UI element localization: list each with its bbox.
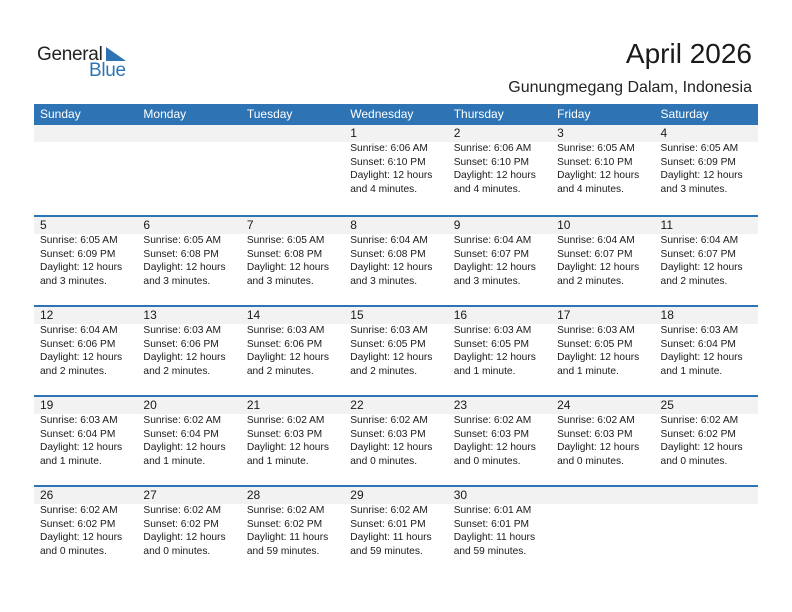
day-cell (137, 307, 240, 378)
day-cell (241, 125, 344, 196)
sunrise-text: Sunrise: 6:06 AM (453, 143, 532, 154)
daylight-minutes-text: and 2 minutes. (40, 365, 107, 377)
sunset-text: Sunset: 6:03 PM (557, 428, 633, 440)
daylight-hours-text: Daylight: 12 hours (246, 352, 329, 363)
day-number: 24 (557, 398, 571, 412)
week-row (34, 125, 758, 215)
sunset-text: Sunset: 6:06 PM (143, 338, 219, 350)
day-cell (137, 397, 240, 468)
day-number: 7 (246, 218, 254, 232)
day-cell (655, 125, 758, 196)
daylight-minutes-text: and 1 minute. (143, 455, 206, 467)
day-cell (344, 397, 447, 468)
daylight-hours-text: Daylight: 12 hours (246, 262, 329, 273)
week-row (34, 305, 758, 395)
day-number: 25 (660, 398, 674, 412)
daylight-minutes-text: and 4 minutes. (557, 183, 624, 195)
sunset-text: Sunset: 6:03 PM (246, 428, 323, 440)
day-cell (34, 217, 137, 288)
sunrise-text: Sunrise: 6:03 AM (557, 325, 635, 336)
location-subtitle: Gunungmegang Dalam, Indonesia (508, 79, 752, 96)
sunrise-text: Sunrise: 6:03 AM (660, 325, 739, 336)
daylight-hours-text: Daylight: 12 hours (40, 532, 123, 543)
day-cell (448, 125, 551, 196)
day-number: 22 (350, 398, 364, 412)
daylight-minutes-text: and 1 minute. (557, 365, 619, 377)
daylight-hours-text: Daylight: 12 hours (143, 262, 226, 273)
daylight-hours-text: Daylight: 12 hours (453, 170, 536, 181)
daylight-hours-text: Daylight: 12 hours (350, 352, 433, 363)
weekday-monday: Monday (143, 107, 187, 121)
day-number: 17 (557, 308, 571, 322)
sunset-text: Sunset: 6:09 PM (660, 156, 736, 168)
sunset-text: Sunset: 6:02 PM (143, 518, 219, 530)
day-cell (241, 487, 344, 558)
sunset-text: Sunset: 6:05 PM (453, 338, 530, 350)
sunrise-text: Sunrise: 6:03 AM (246, 325, 325, 336)
day-number: 19 (40, 398, 54, 412)
daylight-minutes-text: and 1 minute. (660, 365, 723, 377)
sunrise-text: Sunrise: 6:02 AM (350, 505, 428, 516)
day-number: 20 (143, 398, 157, 412)
sunset-text: Sunset: 6:07 PM (557, 248, 633, 260)
day-cell (655, 217, 758, 288)
daylight-minutes-text: and 1 minute. (40, 455, 102, 467)
day-cell (448, 217, 551, 288)
sunrise-text: Sunrise: 6:02 AM (246, 415, 325, 426)
sunset-text: Sunset: 6:07 PM (660, 248, 736, 260)
day-cell (137, 125, 240, 196)
sunrise-text: Sunrise: 6:02 AM (453, 415, 532, 426)
sunrise-text: Sunrise: 6:05 AM (557, 143, 635, 154)
sunset-text: Sunset: 6:02 PM (246, 518, 323, 530)
daylight-minutes-text: and 59 minutes. (453, 545, 527, 557)
daylight-hours-text: Daylight: 11 hours (453, 532, 536, 543)
daylight-minutes-text: and 2 minutes. (350, 365, 418, 377)
sunrise-text: Sunrise: 6:03 AM (40, 415, 118, 426)
sunset-text: Sunset: 6:03 PM (453, 428, 530, 440)
week-cells (34, 307, 758, 378)
day-number: 28 (246, 488, 261, 502)
sunset-text: Sunset: 6:04 PM (143, 428, 219, 440)
daylight-minutes-text: and 2 minutes. (557, 275, 624, 287)
week-row (34, 485, 758, 575)
daylight-hours-text: Daylight: 12 hours (557, 442, 640, 453)
day-number (40, 125, 137, 142)
day-number: 12 (40, 308, 54, 322)
weekday-sunday: Sunday (40, 107, 81, 121)
daylight-minutes-text: and 0 minutes. (660, 455, 728, 467)
sunrise-text: Sunrise: 6:03 AM (453, 325, 532, 336)
daylight-minutes-text: and 0 minutes. (350, 455, 418, 467)
sunrise-text: Sunrise: 6:04 AM (453, 235, 532, 246)
sunrise-text: Sunrise: 6:03 AM (143, 325, 222, 336)
day-number: 4 (660, 126, 668, 140)
day-cell (448, 397, 551, 468)
day-number: 15 (350, 308, 364, 322)
daylight-minutes-text: and 1 minute. (246, 455, 309, 467)
daylight-hours-text: Daylight: 11 hours (350, 532, 432, 543)
daylight-hours-text: Daylight: 12 hours (350, 170, 433, 181)
sunrise-text: Sunrise: 6:02 AM (143, 415, 222, 426)
sunrise-text: Sunrise: 6:04 AM (557, 235, 635, 246)
logo-word-general: General (37, 44, 103, 65)
daylight-minutes-text: and 0 minutes. (40, 545, 107, 557)
sunset-text: Sunset: 6:03 PM (350, 428, 426, 440)
day-cell (344, 217, 447, 288)
day-number: 13 (143, 308, 157, 322)
week-row (34, 395, 758, 485)
daylight-minutes-text: and 3 minutes. (246, 275, 314, 287)
daylight-minutes-text: and 2 minutes. (246, 365, 314, 377)
day-cell (655, 487, 758, 558)
calendar-grid (34, 104, 758, 575)
daylight-hours-text: Daylight: 12 hours (350, 262, 433, 273)
day-number: 21 (246, 398, 261, 412)
daylight-hours-text: Daylight: 12 hours (143, 352, 226, 363)
day-cell (655, 307, 758, 378)
week-cells (34, 125, 758, 196)
daylight-hours-text: Daylight: 12 hours (453, 352, 536, 363)
sunset-text: Sunset: 6:06 PM (246, 338, 323, 350)
weekday-saturday: Saturday (660, 107, 709, 121)
daylight-minutes-text: and 0 minutes. (143, 545, 211, 557)
sunset-text: Sunset: 6:04 PM (40, 428, 116, 440)
day-number: 5 (40, 218, 47, 232)
daylight-minutes-text: and 3 minutes. (660, 183, 728, 195)
sunrise-text: Sunrise: 6:01 AM (453, 505, 532, 516)
day-cell (34, 125, 137, 196)
day-number: 3 (557, 126, 564, 140)
daylight-hours-text: Daylight: 12 hours (40, 262, 123, 273)
day-number: 10 (557, 218, 571, 232)
day-cell (241, 217, 344, 288)
daylight-minutes-text: and 3 minutes. (453, 275, 521, 287)
day-number: 1 (350, 126, 357, 140)
weeks-container (34, 125, 758, 575)
sunset-text: Sunset: 6:01 PM (453, 518, 530, 530)
day-number: 26 (40, 488, 54, 502)
sunset-text: Sunset: 6:01 PM (350, 518, 426, 530)
sunrise-text: Sunrise: 6:05 AM (40, 235, 118, 246)
sunset-text: Sunset: 6:08 PM (246, 248, 323, 260)
triangle-flag-icon (106, 47, 126, 61)
day-cell (344, 125, 447, 196)
sunrise-text: Sunrise: 6:02 AM (246, 505, 325, 516)
day-cell (34, 487, 137, 558)
sunset-text: Sunset: 6:08 PM (143, 248, 219, 260)
day-number: 11 (660, 218, 673, 232)
day-cell (34, 307, 137, 378)
day-number: 27 (143, 488, 157, 502)
sunset-text: Sunset: 6:08 PM (350, 248, 426, 260)
daylight-hours-text: Daylight: 12 hours (143, 442, 226, 453)
daylight-minutes-text: and 3 minutes. (350, 275, 418, 287)
day-cell (344, 487, 447, 558)
day-cell (551, 125, 654, 196)
daylight-hours-text: Daylight: 11 hours (246, 532, 329, 543)
day-number: 9 (453, 218, 461, 232)
day-cell (551, 307, 654, 378)
sunrise-text: Sunrise: 6:05 AM (246, 235, 325, 246)
sunrise-text: Sunrise: 6:02 AM (40, 505, 118, 516)
sunset-text: Sunset: 6:07 PM (453, 248, 530, 260)
sunrise-text: Sunrise: 6:02 AM (557, 415, 635, 426)
sunset-text: Sunset: 6:05 PM (557, 338, 633, 350)
day-cell (448, 487, 551, 558)
daylight-minutes-text: and 59 minutes. (350, 545, 423, 557)
daylight-minutes-text: and 2 minutes. (143, 365, 211, 377)
week-cells (34, 397, 758, 468)
sunrise-text: Sunrise: 6:02 AM (143, 505, 222, 516)
day-cell (551, 397, 654, 468)
daylight-minutes-text: and 4 minutes. (453, 183, 521, 195)
daylight-minutes-text: and 3 minutes. (143, 275, 211, 287)
sunset-text: Sunset: 6:10 PM (557, 156, 633, 168)
weekday-header-row (34, 104, 758, 125)
sunset-text: Sunset: 6:10 PM (350, 156, 426, 168)
daylight-hours-text: Daylight: 12 hours (453, 262, 536, 273)
daylight-hours-text: Daylight: 12 hours (660, 442, 743, 453)
weekday-tuesday: Tuesday (246, 107, 293, 121)
sunrise-text: Sunrise: 6:06 AM (350, 143, 428, 154)
week-cells (34, 217, 758, 288)
sunset-text: Sunset: 6:10 PM (453, 156, 530, 168)
page-title: April 2026 (625, 38, 752, 69)
day-number: 18 (660, 308, 674, 322)
sunrise-text: Sunrise: 6:05 AM (143, 235, 222, 246)
daylight-minutes-text: and 1 minute. (453, 365, 516, 377)
week-cells (34, 487, 758, 558)
daylight-minutes-text: and 0 minutes. (557, 455, 624, 467)
day-cell (551, 217, 654, 288)
daylight-hours-text: Daylight: 12 hours (557, 352, 640, 363)
sunrise-text: Sunrise: 6:04 AM (40, 325, 118, 336)
sunrise-text: Sunrise: 6:05 AM (660, 143, 739, 154)
daylight-minutes-text: and 0 minutes. (453, 455, 521, 467)
daylight-hours-text: Daylight: 12 hours (660, 262, 743, 273)
day-cell (137, 487, 240, 558)
sunrise-text: Sunrise: 6:02 AM (350, 415, 428, 426)
daylight-hours-text: Daylight: 12 hours (557, 262, 640, 273)
day-number: 2 (453, 126, 461, 140)
day-cell (241, 397, 344, 468)
day-number: 23 (453, 398, 468, 412)
day-number (247, 125, 344, 142)
daylight-hours-text: Daylight: 12 hours (40, 442, 123, 453)
sunset-text: Sunset: 6:02 PM (660, 428, 736, 440)
day-number: 30 (453, 488, 468, 502)
sunset-text: Sunset: 6:02 PM (40, 518, 116, 530)
day-cell (137, 217, 240, 288)
sunset-text: Sunset: 6:06 PM (40, 338, 116, 350)
day-cell (344, 307, 447, 378)
sunrise-text: Sunrise: 6:04 AM (350, 235, 428, 246)
day-cell (655, 397, 758, 468)
sunrise-text: Sunrise: 6:02 AM (660, 415, 739, 426)
weekday-friday: Friday (557, 107, 591, 121)
day-number (143, 125, 240, 142)
daylight-hours-text: Daylight: 12 hours (350, 442, 433, 453)
sunset-text: Sunset: 6:09 PM (40, 248, 116, 260)
day-number (557, 487, 654, 504)
logo (37, 44, 137, 84)
sunset-text: Sunset: 6:04 PM (660, 338, 736, 350)
week-row (34, 215, 758, 305)
day-number: 6 (143, 218, 151, 232)
day-number: 29 (350, 488, 364, 502)
daylight-hours-text: Daylight: 12 hours (453, 442, 536, 453)
daylight-minutes-text: and 59 minutes. (246, 545, 320, 557)
daylight-minutes-text: and 4 minutes. (350, 183, 418, 195)
daylight-hours-text: Daylight: 12 hours (557, 170, 640, 181)
day-cell (448, 307, 551, 378)
daylight-minutes-text: and 2 minutes. (660, 275, 728, 287)
logo-word-blue: Blue (89, 60, 126, 81)
day-number: 8 (350, 218, 357, 232)
weekday-thursday: Thursday (453, 107, 504, 121)
daylight-hours-text: Daylight: 12 hours (246, 442, 329, 453)
daylight-hours-text: Daylight: 12 hours (143, 532, 226, 543)
day-cell (241, 307, 344, 378)
sunrise-text: Sunrise: 6:03 AM (350, 325, 428, 336)
day-number: 16 (453, 308, 468, 322)
daylight-minutes-text: and 3 minutes. (40, 275, 107, 287)
day-number (661, 487, 758, 504)
daylight-hours-text: Daylight: 12 hours (660, 352, 743, 363)
day-cell (551, 487, 654, 558)
day-cell (34, 397, 137, 468)
sunrise-text: Sunrise: 6:04 AM (660, 235, 739, 246)
sunset-text: Sunset: 6:05 PM (350, 338, 426, 350)
day-number: 14 (246, 308, 261, 322)
daylight-hours-text: Daylight: 12 hours (40, 352, 123, 363)
daylight-hours-text: Daylight: 12 hours (660, 170, 743, 181)
weekday-wednesday: Wednesday (350, 107, 414, 121)
